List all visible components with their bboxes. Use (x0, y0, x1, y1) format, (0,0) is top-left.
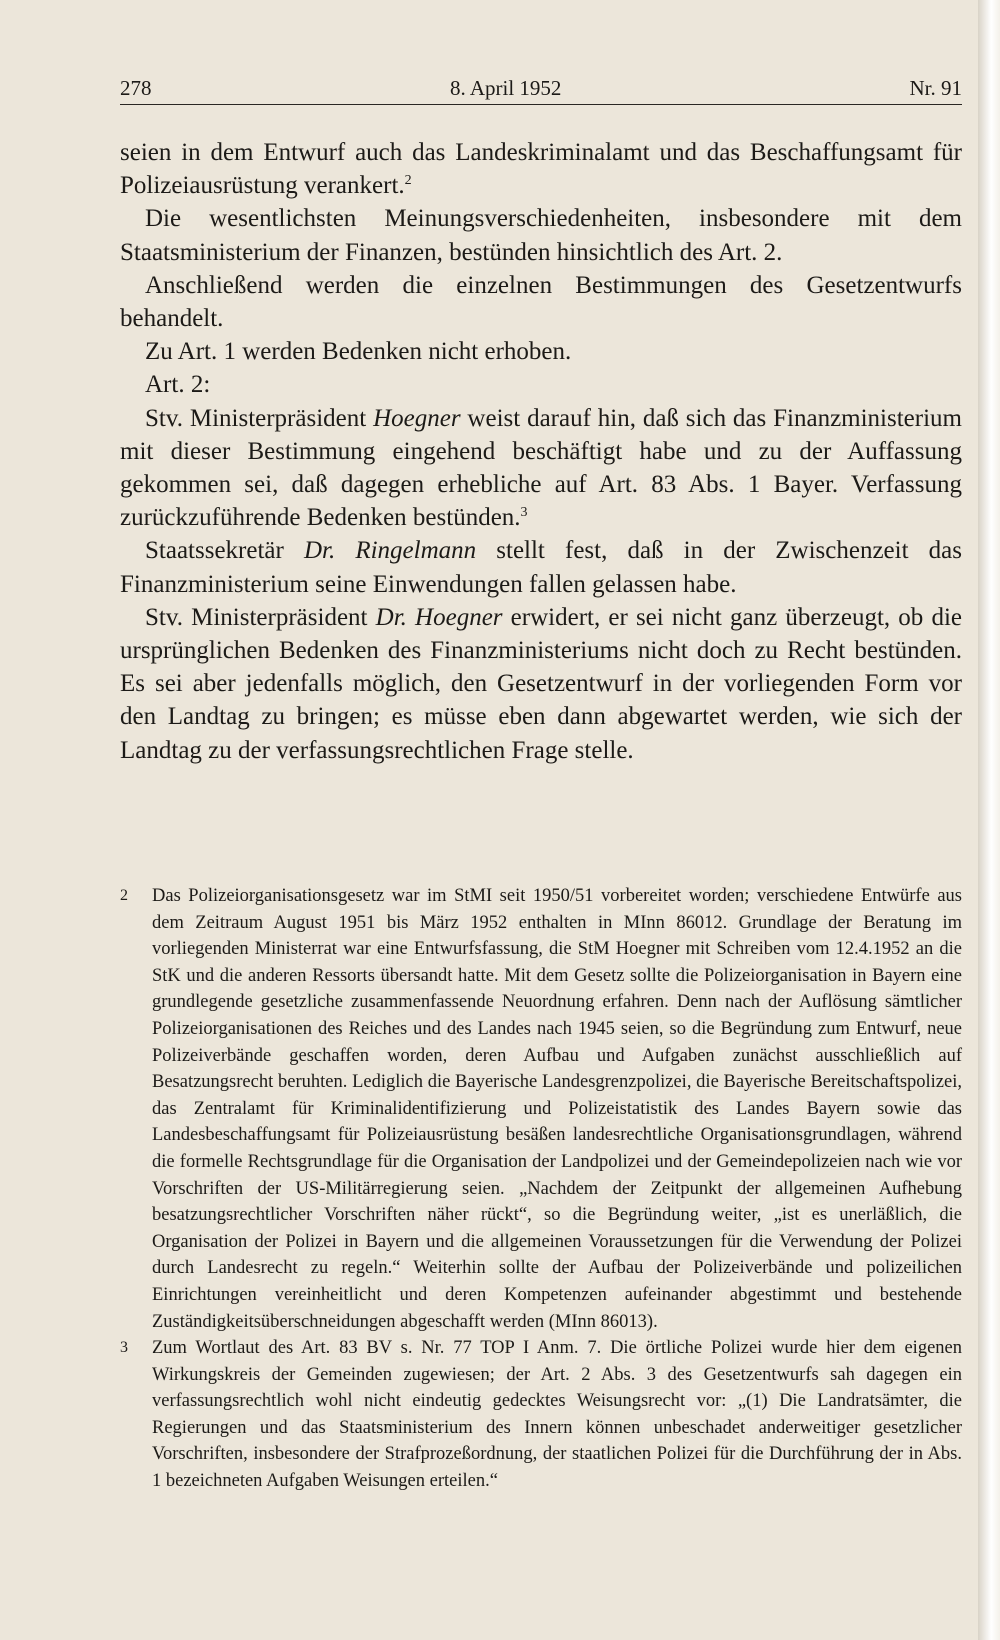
paragraph-8: Stv. Ministerpräsident Dr. Hoegner erwidert, er sei nicht ganz überzeugt, ob die ursprünglichen Bedenken des Finanzministeriums nicht doch zu Recht bestünden. Es sei aber jedenfalls möglich, den Gesetzentwurf in der vorliegenden Form vor den Landtag zu bringen; es müsse eben dann abgewartet werden, wie sich der Landtag zu der verfassungsrechtlichen Frage stelle. (120, 603, 962, 764)
footnote-number: 2 (120, 887, 128, 904)
footnote-number: 3 (120, 1339, 128, 1357)
footnote-2 (120, 883, 962, 1335)
paragraph-3: Anschließend werden die einzelnen Bestimmungen des Gesetzentwurfs behandelt. (120, 271, 962, 333)
footnote-3 (120, 1335, 962, 1495)
speaker-name: Dr. Hoegner (375, 603, 503, 631)
running-header (120, 74, 962, 105)
footnotes (120, 883, 962, 1495)
footnote-ref-2: 2 (404, 173, 412, 189)
paragraph-5: Art. 2: (145, 371, 211, 399)
paragraph-1: seien in dem Entwurf auch das Landeskriminalamt und das Beschaffungsamt für Polizeiausrüstung verankert.$^2$ (120, 139, 962, 200)
footnote-text: Zum Wortlaut des Art. 83 BV s. Nr. 77 TOP I Anm. 7. Die örtliche Polizei wurde hier dem eigenen Wirkungskreis der Gemeinden zugewiesen; der Art. 2 Abs. 3 des Gesetzentwurfs sah dagegen ein verfassungsrechtlich wohl nicht eindeutig gedecktes Weisungsrecht vor: „(1) Die Landratsämter, die Regierungen und das Staatsministerium des Innern können unbeschadet anderweitiger gesetzlicher Vorschriften, insbesondere der Strafprozeßordnung, der staatlichen Polizei für die Durchführung der in Abs. 1 bezeichneten Aufgaben Weisungen erteilen.“ (152, 1338, 962, 1492)
speaker-name: Hoegner (373, 404, 461, 432)
main-text (120, 136, 962, 767)
paragraph-7: Staatssekretär Dr. Ringelmann stellt fest, daß in der Zwischenzeit das Finanzministerium seine Einwendungen fallen gelassen habe. (120, 537, 962, 598)
footnote-text: Das Polizeiorganisationsgesetz war im StMI seit 1950/51 vorbereitet worden; verschiedene Entwürfe aus dem Zeitraum August 1951 bis März 1952 enthalten in MInn 86012. Grundlage der Beratung im vorliegenden Ministerrat war eine Entwurfsfassung, die StM Hoegner mit Schreiben vom 12.4.1952 an die StK und die anderen Ressorts übersandt hatte. Mit dem Gesetz sollte die Polizeiorganisation in Bayern eine grundlegende gesetzliche zusammenfassende Neuordnung erfahren. Denn nach der Auflösung sämtlicher Polizeiorganisationen des Reiches und des Landes nach 1945 seien, so die Begründung zum Entwurf, neue Polizeiverbände geschaffen worden, deren Aufbau und Aufgaben zunächst ausschließlich auf Besatzungsrecht beruhten. Lediglich die Bayerische Landesgrenzpolizei, die Bayerische Bereitschaftspolizei, das Zentralamt für Kriminalidentifizierung und Polizeistatistik des Landes Bayern sowie das Landesbeschaffungsamt für Polizeiausrüstung besäßen landesrechtliche Organisationsgrundlagen, während die formelle Rechtsgrundlage für die Organisation der Landpolizei und der Gemeindepolizeien nach wie vor Vorschriften der US-Militärregierung seien. „Nachdem der Zeitpunkt der allgemeinen Aufhebung besatzungsrechtlicher Vorschriften näher rückt“, so die Begründung weiter, „ist es unerläßlich, die Organisation der Polizei in Bayern und die allgemeinen Voraussetzungen für die Verwendung der Polizei durch Landesrecht zu regeln.“ Weiterhin sollte der Aufbau der Polizeiverbände und polizeilichen Einrichtungen vereinheitlicht und deren Kompetenzen aufeinander abgestimmt und bestehende Zuständigkeitsüberschneidungen abgeschafft werden (MInn 86013). (152, 886, 962, 1332)
paragraph-6: Stv. Ministerpräsident Hoegner weist darauf hin, daß sich das Finanzministerium mit dieser Bestimmung eingehend beschäftigt habe und zu der Auffassung gekommen sei, daß dagegen erhebliche auf Art. 83 Abs. 1 Bayer. Verfassung zurückzuführende Bedenken bestünden.$^3$ (120, 404, 962, 532)
issue-number: Nr. 91 (909, 76, 962, 100)
page-edge (978, 0, 1000, 1640)
footnote-ref-3: 3 (520, 505, 528, 521)
speaker-name: Dr. Ringelmann (303, 537, 477, 565)
paragraph-2: Die wesentlichsten Meinungsverschiedenheiten, insbesondere mit dem Staatsministerium der Finanzen, bestünden hinsichtlich des Art. 2. (120, 205, 962, 266)
page-number: 278 (120, 76, 152, 100)
header-date: 8. April 1952 (450, 76, 562, 100)
paragraph-4: Zu Art. 1 werden Bedenken nicht erhoben. (145, 338, 572, 366)
